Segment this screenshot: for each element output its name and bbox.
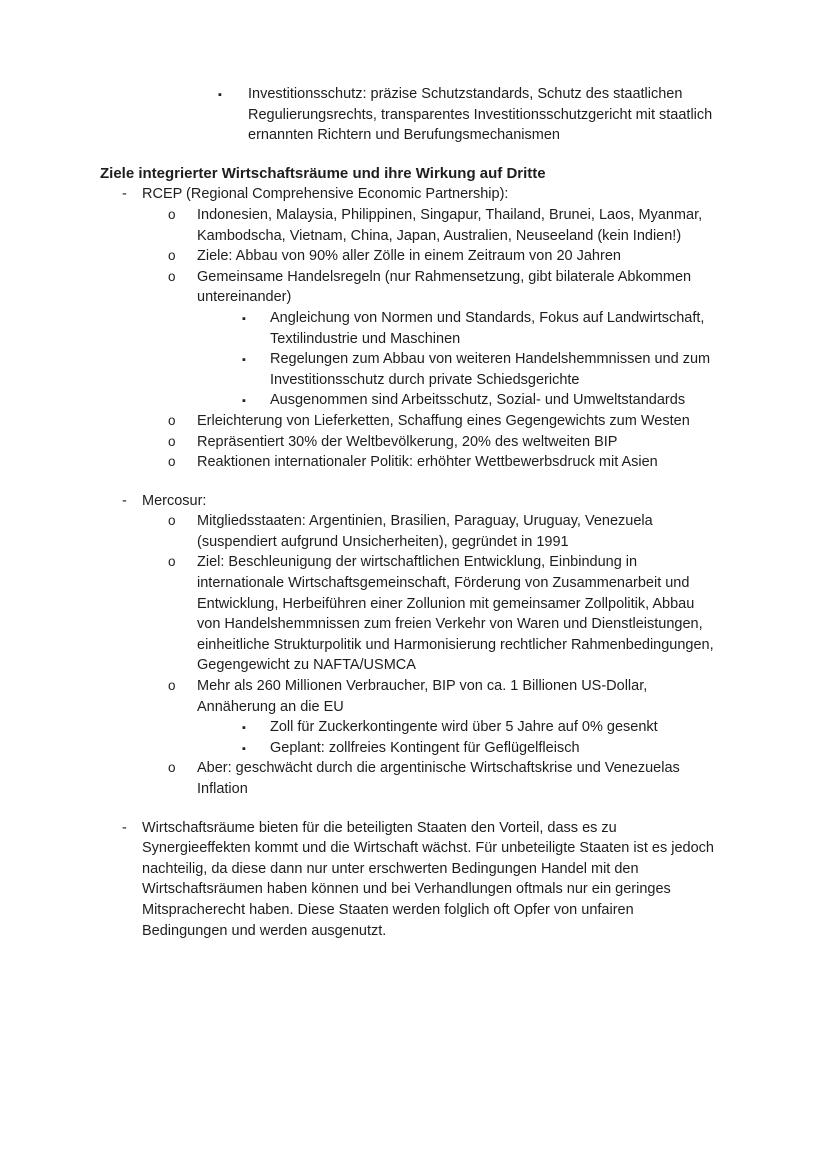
list-item: [100, 758, 732, 799]
bullet-marker: ▪: [242, 395, 246, 408]
list-item: [100, 205, 732, 246]
section-heading: [100, 164, 732, 185]
block-text: Wirtschaftsräume bieten für die beteiligten Staaten den Vorteil, dass es zu Synergieeffekten kommt und die Wirtschaft wächst. Für unbeteiligte Staaten ist es jedoch nachteilig, da diese dann nur unter erschwerten Bedingungen Handel mit den Wirtschaftsräumen haben können und bei Verhandlungen oftmals nur ein geringes Mitspracherecht haben. Diese Staaten werden folglich oft Opfer von unfairen Bedingungen und werden ausgenutzt.: [142, 819, 714, 939]
bullet-marker: o: [168, 454, 176, 470]
bullet-marker: ▪: [242, 742, 246, 755]
block-text: Erleichterung von Lieferketten, Schaffung eines Gegengewichts zum Westen: [197, 412, 690, 429]
bullet-marker: -: [122, 819, 127, 836]
block-text: Indonesien, Malaysia, Philippinen, Singapur, Thailand, Brunei, Laos, Myanmar, Kambodscha, Vietnam, China, Japan, Australien, Neuseeland (kein Indien!): [197, 206, 703, 244]
block-text: Investitionsschutz: präzise Schutzstandards, Schutz des staatlichen Regulierungsrechts, transparentes Investitionsschutzgericht mit staatlich ernannten Richtern und Berufungsmechanismen: [248, 86, 713, 144]
block-text: Mercosur:: [142, 492, 207, 509]
block-text: Regelungen zum Abbau von weiteren Handelshemmnissen und zum Investitionsschutz durch private Schiedsgerichte: [270, 351, 711, 388]
block-text: Ziel: Beschleunigung der wirtschaftlichen Entwicklung, Einbindung in internationale Wirtschaftsgemeinschaft, Förderung von Zusammenarbeit und Entwicklung, Herbeiführen einer Zollunion mit gemeinsamer Zollpolitik, Abbau von Handelshemmnissen zum freien Verkehr von Waren und Dienstleistungen, einheitliche Strukturpolitik und Harmonisierung rechtlicher Rahmenbedingungen, Gegengewicht zu NAFTA/USMCA: [197, 554, 714, 674]
list-item: [100, 452, 732, 473]
block-text: Ausgenommen sind Arbeitsschutz, Sozial- und Umweltstandards: [270, 392, 686, 409]
list-item: [100, 491, 732, 512]
block-text: Geplant: zollfreies Kontingent für Geflügelfleisch: [270, 739, 580, 756]
bullet-marker: ▪: [242, 722, 246, 735]
block-text: Ziele: Abbau von 90% aller Zölle in einem Zeitraum von 20 Jahren: [197, 248, 621, 265]
spacer: [100, 800, 732, 818]
list-item: [100, 676, 732, 717]
bullet-marker: o: [168, 268, 176, 284]
bullet-marker: ▪: [218, 89, 222, 101]
bullet-marker: -: [122, 492, 127, 509]
spacer: [100, 473, 732, 491]
list-item: [100, 267, 732, 308]
block-text: Repräsentiert 30% der Weltbevölkerung, 20% des weltweiten BIP: [197, 433, 618, 450]
list-item: [100, 308, 732, 349]
block-text: Gemeinsame Handelsregeln (nur Rahmensetzung, gibt bilaterale Abkommen untereinander): [197, 268, 692, 306]
list-item: [100, 411, 732, 432]
list-item: [100, 818, 732, 942]
list-item: [100, 349, 732, 390]
block-text: Reaktionen internationaler Politik: erhöhter Wettbewerbsdruck mit Asien: [197, 454, 658, 471]
block-text: RCEP (Regional Comprehensive Economic Partnership):: [142, 186, 509, 203]
bullet-marker: o: [168, 412, 176, 428]
block-text: Angleichung von Normen und Standards, Fokus auf Landwirtschaft, Textilindustrie und Maschinen: [270, 309, 705, 347]
list-item: [100, 184, 732, 205]
list-item: [100, 390, 732, 411]
bullet-marker: -: [122, 186, 127, 203]
bullet-marker: o: [168, 433, 176, 449]
bullet-marker: o: [168, 513, 176, 529]
block-text: Zoll für Zuckerkontingente wird über 5 Jahre auf 0% gesenkt: [270, 719, 658, 736]
bullet-marker: o: [168, 554, 176, 570]
block-text: Aber: geschwächt durch die argentinische Wirtschaftskrise und Venezuelas Inflation: [197, 760, 680, 797]
list-item: [100, 511, 732, 552]
list-item: [100, 84, 732, 146]
list-item: [100, 432, 732, 453]
list-item: [100, 246, 732, 267]
block-text: Mitgliedsstaaten: Argentinien, Brasilien, Paraguay, Uruguay, Venezuela (suspendiert aufgrund Unsicherheiten), gegründet in 1991: [197, 513, 653, 550]
block-text: Ziele integrierter Wirtschaftsräume und ihre Wirkung auf Dritte: [100, 164, 546, 182]
spacer: [100, 146, 732, 164]
bullet-marker: ▪: [242, 354, 246, 367]
block-text: Mehr als 260 Millionen Verbraucher, BIP von ca. 1 Billionen US-Dollar, Annäherung an die EU: [197, 678, 648, 715]
bullet-marker: o: [168, 760, 176, 776]
bullet-marker: ▪: [242, 312, 246, 325]
list-item: [100, 738, 732, 759]
list-item: [100, 717, 732, 738]
bullet-marker: o: [168, 248, 176, 264]
bullet-marker: o: [168, 206, 176, 222]
document-body: [100, 84, 732, 941]
bullet-marker: o: [168, 678, 176, 694]
list-item: [100, 552, 732, 676]
